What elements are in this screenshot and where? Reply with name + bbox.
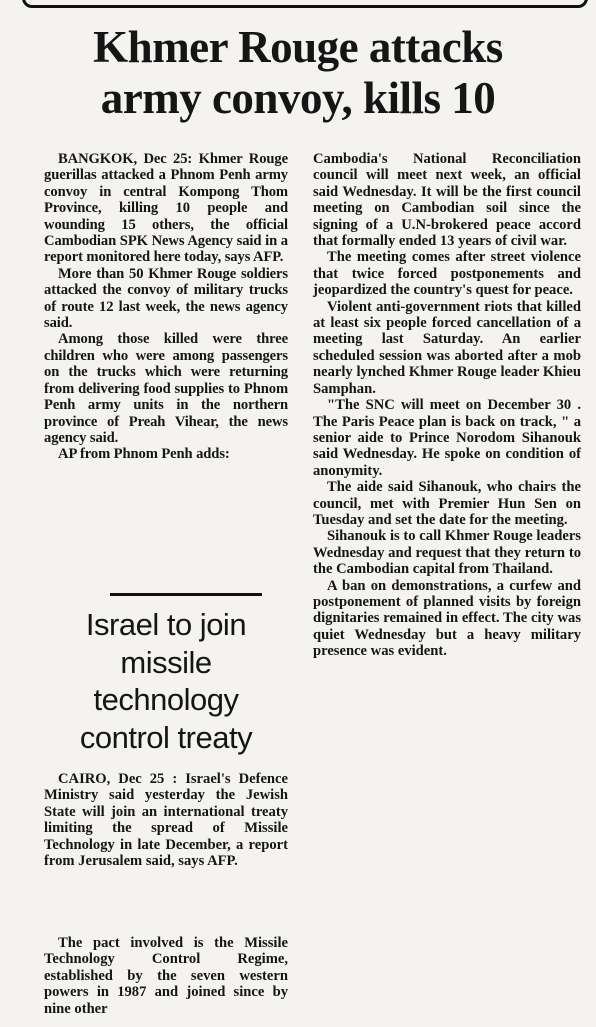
story2-headline-line: Israel to join	[85, 607, 247, 642]
story1-paragraph: BANGKOK, Dec 25: Khmer Rouge guerillas attacked a Phnom Penh army convoy in central Kompong Thom Province, killing 10 people and wounding 15 others, the official Cambodian SPK News Agency said in a report monitored here today, says AFP.	[44, 151, 288, 266]
story1-paragraph: "The SNC will meet on December 30 . The Paris Peace plan is back on track, " a senior aide to Prince Norodom Sihanouk said Wednesday. He spoke on condition of anonymity.	[313, 397, 581, 479]
story1-paragraph: The aide said Sihanouk, who chairs the council, met with Premier Hun Sen on Tuesday and set the date for the meeting.	[313, 479, 581, 528]
story1-paragraph: AP from Phnom Penh adds:	[58, 446, 230, 463]
story2-headline-line: missile	[120, 644, 212, 680]
story2-headline-line: control treaty	[79, 719, 253, 755]
story1-right-column	[313, 151, 581, 660]
main-headline-line1: Khmer Rouge attacks	[93, 22, 503, 72]
story1-paragraph: More than 50 Khmer Rouge soldiers attacked the convoy of military trucks of route 12 last week, the news agency said.	[44, 265, 288, 332]
story1-paragraph: The meeting comes after street violence that twice forced postponements and jeopardized the country's quest for peace.	[313, 249, 581, 299]
story1-paragraph: Sihanouk is to call Khmer Rouge leaders Wednesday and request that they return to the Cambodian capital from Thailand.	[313, 528, 581, 578]
top-frame-border	[22, 0, 588, 8]
story1-paragraph: Among those killed were three children who were among passengers on the trucks which were returning from delivering food supplies to Phnom Penh army units in the northern province of Preah Vihear, the news agency said.	[44, 331, 288, 446]
story-divider-rule	[110, 593, 262, 596]
story2-body	[44, 771, 288, 869]
story1-paragraph: A ban on demonstrations, a curfew and postponement of planned visits by foreign dignitaries remained in effect. The city was quiet Wednesday but a heavy military presence was evident.	[313, 577, 581, 660]
story1-paragraph: Cambodia's National Reconciliation council will meet next week, an official said Wednesday. It will be the first council meeting on Cambodian soil since the signing of a U.N-brokered peace accord that formally ended 13 years of civil war.	[313, 151, 581, 250]
main-headline	[0, 22, 596, 124]
main-headline-line2: army convoy, kills 10	[100, 73, 496, 123]
story2-paragraph: The pact involved is the Missile Technology Control Regime, established by the seven western powers in 1987 and joined since by nine other	[44, 935, 288, 1017]
story2-body-continued	[44, 935, 288, 1017]
story2-paragraph: CAIRO, Dec 25 : Israel's Defence Ministry said yesterday the Jewish State will join an international treaty limiting the spread of Missile Technology in late December, a report from Jerusalem said, says AFP.	[44, 771, 288, 870]
story1-left-column	[44, 151, 288, 463]
story1-paragraph: Violent anti-government riots that killed at least six people forced cancellation of a meeting last Saturday. An earlier scheduled session was aborted after a mob nearly lynched Khmer Rouge leader Khieu Samphan.	[313, 298, 581, 397]
story2-headline	[44, 606, 288, 756]
story2-headline-line: technology	[93, 682, 239, 717]
